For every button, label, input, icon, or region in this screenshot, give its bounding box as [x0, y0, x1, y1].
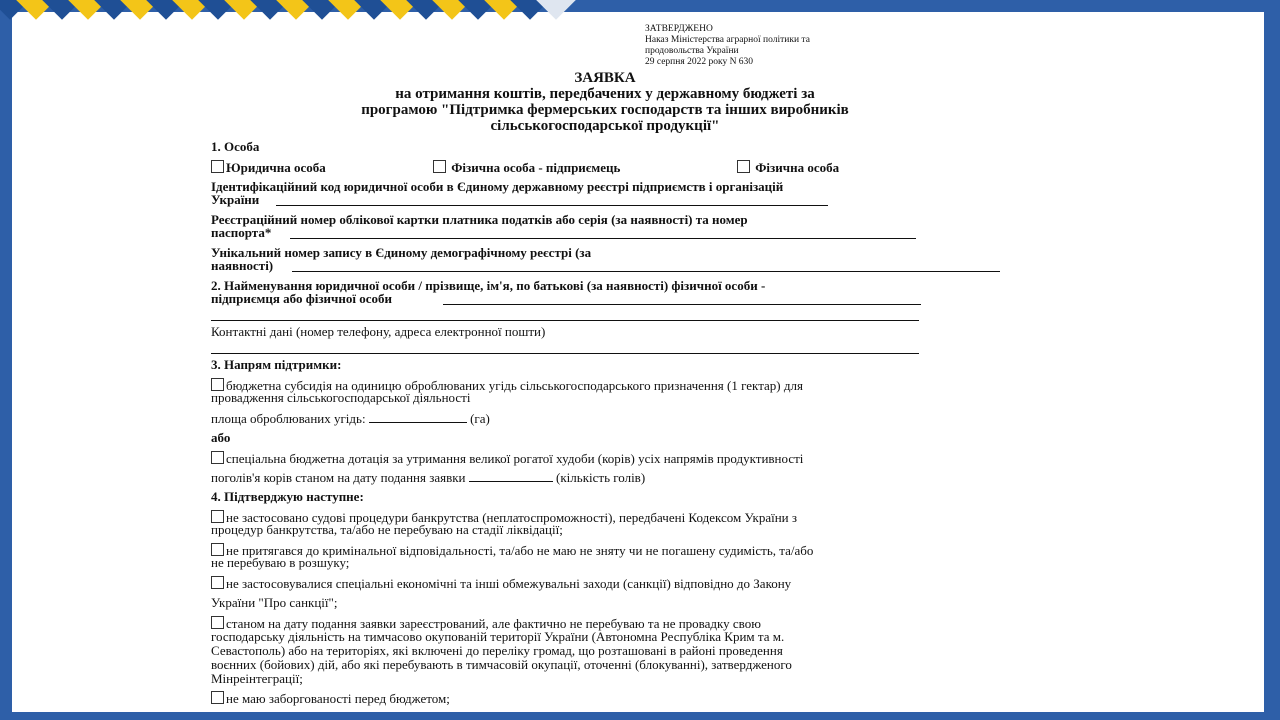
- confirm-sanctions[interactable]: [211, 576, 791, 591]
- title-line: на отримання коштів, передбачених у державному бюджеті за: [395, 86, 815, 102]
- confirm-label: не застосовано судові процедури банкрутства (неплатоспроможності), передбачені Кодексом України з: [226, 510, 798, 525]
- or-label: або: [211, 430, 231, 445]
- decorative-diamond-border: [0, 0, 580, 32]
- checkbox[interactable]: [211, 451, 224, 464]
- edrpou-label-cont: України: [211, 192, 260, 207]
- contacts-field[interactable]: [211, 353, 919, 354]
- confirm-label: не маю заборгованості перед бюджетом;: [226, 691, 450, 706]
- confirm-bankruptcy-cont: процедур банкрутства, та/або не перебуваю на стадії ліквідації;: [211, 522, 563, 537]
- area-label: площа оброблюваних угідь:: [211, 411, 366, 426]
- title-line: ЗАЯВКА: [574, 70, 636, 86]
- area-field[interactable]: [369, 411, 467, 423]
- option-entrepreneur[interactable]: [433, 160, 620, 175]
- section-2-heading: 2. Найменування юридичної особи / прізвище, ім'я, по батькові (за наявності) фізичної особи -: [211, 278, 766, 293]
- unzr-label: Унікальний номер запису в Єдиному демографічному реєстрі (за: [211, 245, 592, 260]
- approval-line: 29 серпня 2022 року N 630: [645, 57, 754, 67]
- option-legal-entity[interactable]: [211, 160, 326, 175]
- area-row: [211, 411, 490, 426]
- confirm-occupied-cont: Мінреінтеграції;: [211, 671, 303, 686]
- area-unit: (га): [470, 411, 490, 426]
- approval-line: ЗАТВЕРДЖЕНО: [645, 24, 713, 34]
- herd-row: [211, 470, 645, 485]
- contacts-label: Контактні дані (номер телефону, адреса електронної пошти): [211, 324, 546, 339]
- checkbox[interactable]: [737, 160, 750, 173]
- herd-unit: (кількість голів): [556, 470, 646, 485]
- support-option-cattle[interactable]: [211, 451, 803, 466]
- tax-number-label-cont: паспорта*: [211, 225, 272, 240]
- unzr-field[interactable]: [292, 271, 1000, 272]
- frame-left: [0, 0, 12, 720]
- option-label: спеціальна бюджетна дотація за утримання великої рогатої худоби (корів) усіх напрямів продуктивності: [226, 451, 804, 466]
- section-1-heading: 1. Особа: [211, 139, 260, 154]
- support-option-subsidy-cont: провадження сільськогосподарської діяльності: [211, 390, 471, 405]
- tax-number-label: Реєстраційний номер облікової картки платника податків або серія (за наявності) та номер: [211, 212, 748, 227]
- confirm-occupied-cont: Севастополь) або на територіях, які включені до переліку громад, що розташовані в районі проведення: [211, 643, 783, 658]
- confirm-no-debt[interactable]: [211, 691, 450, 706]
- option-label: Фізична особа: [755, 160, 840, 175]
- approval-line: Наказ Міністерства аграрної політики та: [645, 35, 810, 45]
- title-line: програмою "Підтримка фермерських господарств та інших виробників: [361, 102, 849, 118]
- confirm-criminal-cont: не перебуваю в розшуку;: [211, 555, 350, 570]
- option-individual[interactable]: [737, 160, 839, 175]
- herd-field[interactable]: [469, 470, 553, 482]
- confirm-label: не застосовувалися спеціальні економічні та інші обмежувальні заходи (санкції) відповідно до Закону: [226, 576, 792, 591]
- confirm-label: не притягався до кримінальної відповідальності, та/або не маю не зняту чи не погашену судимість, та/або: [226, 543, 814, 558]
- confirm-label: станом на дату подання заявки зареєстрований, але фактично не перебуваю та не провадку свою: [226, 616, 761, 631]
- option-label: Фізична особа - підприємець: [451, 160, 621, 175]
- confirm-sanctions-cont: України "Про санкції";: [211, 595, 338, 610]
- approval-stamp: [645, 24, 810, 68]
- frame-right: [1264, 0, 1280, 720]
- edrpou-label: Ідентифікаційний код юридичної особи в Єдиному державному реєстрі підприємств і організацій: [211, 179, 784, 194]
- checkbox[interactable]: [211, 691, 224, 704]
- approval-line: продовольства України: [645, 46, 739, 56]
- unzr-label-cont: наявності): [211, 258, 274, 273]
- confirm-occupied-cont: воєнних (бойових) дій, або які перебувають в тимчасовій окупації, оточенні (блокуванні), затвердженого: [211, 657, 792, 672]
- name-field-line-2[interactable]: [211, 320, 919, 321]
- tax-number-field[interactable]: [290, 238, 916, 239]
- option-label: бюджетна субсидія на одиницю оброблюваних угідь сільськогосподарського призначення (1 гектар) для: [226, 378, 803, 393]
- section-4-heading: 4. Підтверджую наступне:: [211, 489, 364, 504]
- title-line: сільськогосподарської продукції": [490, 118, 720, 134]
- checkbox[interactable]: [211, 616, 224, 629]
- option-label: Юридична особа: [226, 160, 326, 175]
- herd-label: поголів'я корів станом на дату подання заявки: [211, 470, 466, 485]
- checkbox[interactable]: [211, 160, 224, 173]
- document-title: [250, 70, 960, 134]
- checkbox[interactable]: [211, 576, 224, 589]
- section-3-heading: 3. Напрям підтримки:: [211, 357, 342, 372]
- edrpou-field[interactable]: [276, 205, 828, 206]
- name-field[interactable]: [443, 304, 921, 305]
- section-2-heading-cont: підприємця або фізичної особи: [211, 291, 392, 306]
- confirm-occupied-cont: господарську діяльність на тимчасово окупованій території України (Автономна Республіка Крим та м.: [211, 629, 785, 644]
- checkbox[interactable]: [433, 160, 446, 173]
